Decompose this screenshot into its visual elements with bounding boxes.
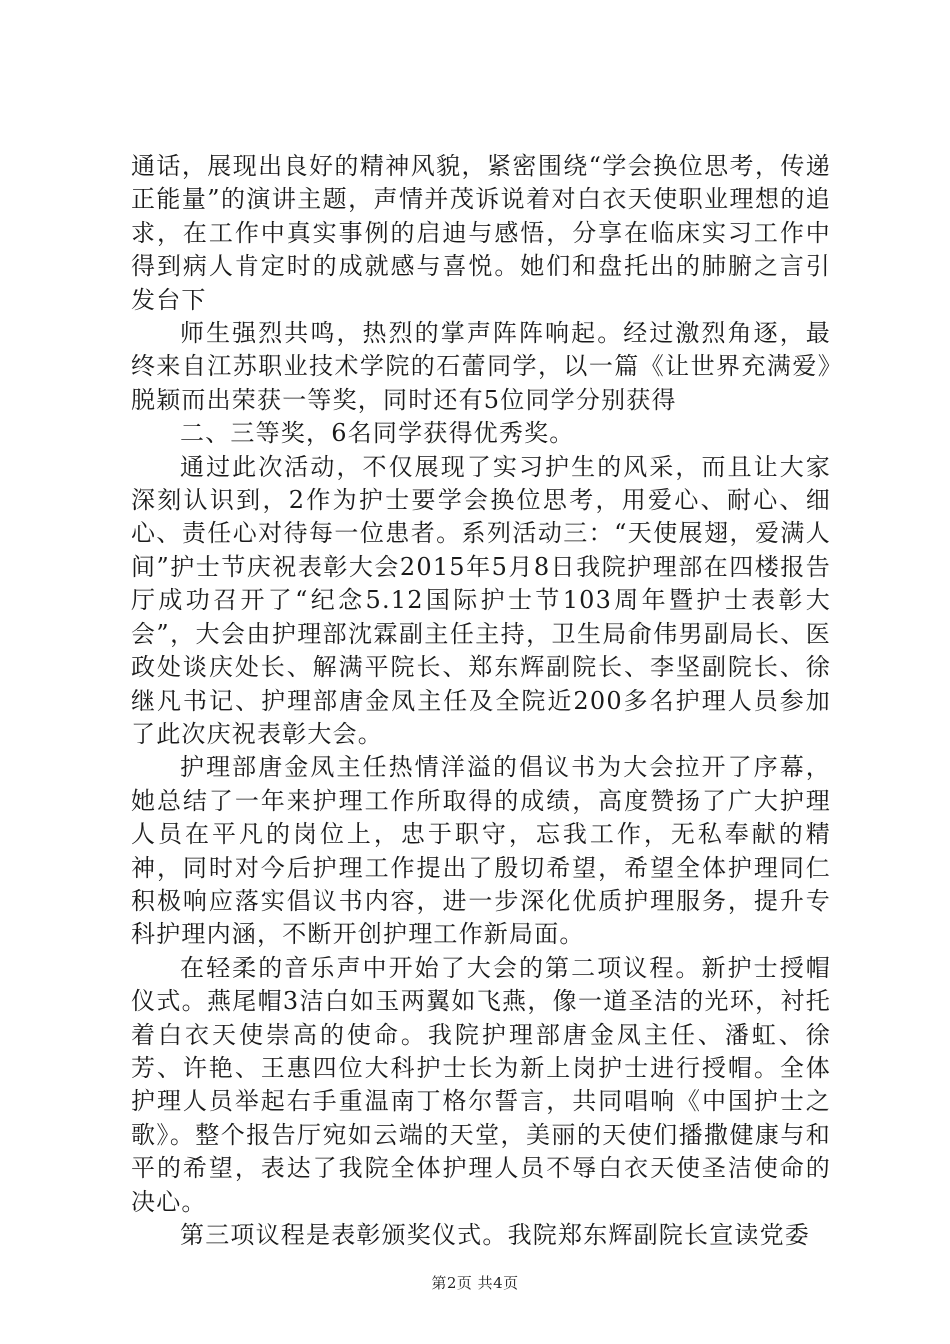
page-footer: 第2页 共4页 (431, 1274, 519, 1292)
paragraph-4: 通过此次活动，不仅展现了实习护生的风采，而且让大家深刻认识到，2作为护士要学会换位思考，用爱心、耐心、细心、责任心对待每一位患者。系列活动三：“天使展翅，爱满人间”护士节庆祝表彰大会2015年5月8日我院护理部在四楼报告厅成功召开了“纪念5.12国际护士节103周年暨护士表彰大会”，大会由护理部沈霖副主任主持，卫生局俞伟男副局长、医政处谈庆处长、解满平院长、郑东辉副院长、李坚副院长、徐继凡书记、护理部唐金凤主任及全院近200多名护理人员参加了此次庆祝表彰大会。 (131, 452, 831, 748)
paragraph-7: 第三项议程是表彰颁奖仪式。我院郑东辉副院长宣读党委 (180, 1221, 810, 1249)
paragraph-1: 通话，展现出良好的精神风貌，紧密围绕“学会换位思考，传递正能量”的演讲主题，声情并茂诉说着对白衣天使职业理想的追求，在工作中真实事例的启迪与感悟，分享在临床实习工作中得到病人肯定时的成就感与喜悦。她们和盘托出的肺腑之言引发台下 (131, 152, 831, 314)
paragraph-5: 护理部唐金凤主任热情洋溢的倡议书为大会拉开了序幕，她总结了一年来护理工作所取得的成绩，高度赞扬了广大护理人员在平凡的岗位上，忠于职守，忘我工作，无私奉献的精神，同时对今后护理工作提出了殷切希望，希望全体护理同仁积极响应落实倡议书内容，进一步深化优质护理服务，提升专科护理内涵，不断开创护理工作新局面。 (131, 753, 831, 949)
document-body (131, 150, 831, 1252)
paragraph-2: 师生强烈共鸣，热烈的掌声阵阵响起。经过激烈角逐，最终来自江苏职业技术学院的石蕾同学，以一篇《让世界充满爱》脱颖而出荣获一等奖，同时还有5位同学分别获得 (131, 319, 831, 414)
paragraph-6: 在轻柔的音乐声中开始了大会的第二项议程。新护士授帽仪式。燕尾帽3洁白如玉两翼如飞燕，像一道圣洁的光环，衬托着白衣天使崇高的使命。我院护理部唐金凤主任、潘虹、徐芳、许艳、王惠四位大科护士长为新上岗护士进行授帽。全体护理人员举起右手重温南丁格尔誓言，共同唱响《中国护士之歌》。整个报告厅宛如云端的天堂，美丽的天使们播撒健康与和平的希望，表达了我院全体护理人员不辱白衣天使圣洁使命的决心。 (131, 953, 831, 1216)
paragraph-3: 二、三等奖，6名同学获得优秀奖。 (180, 419, 575, 448)
